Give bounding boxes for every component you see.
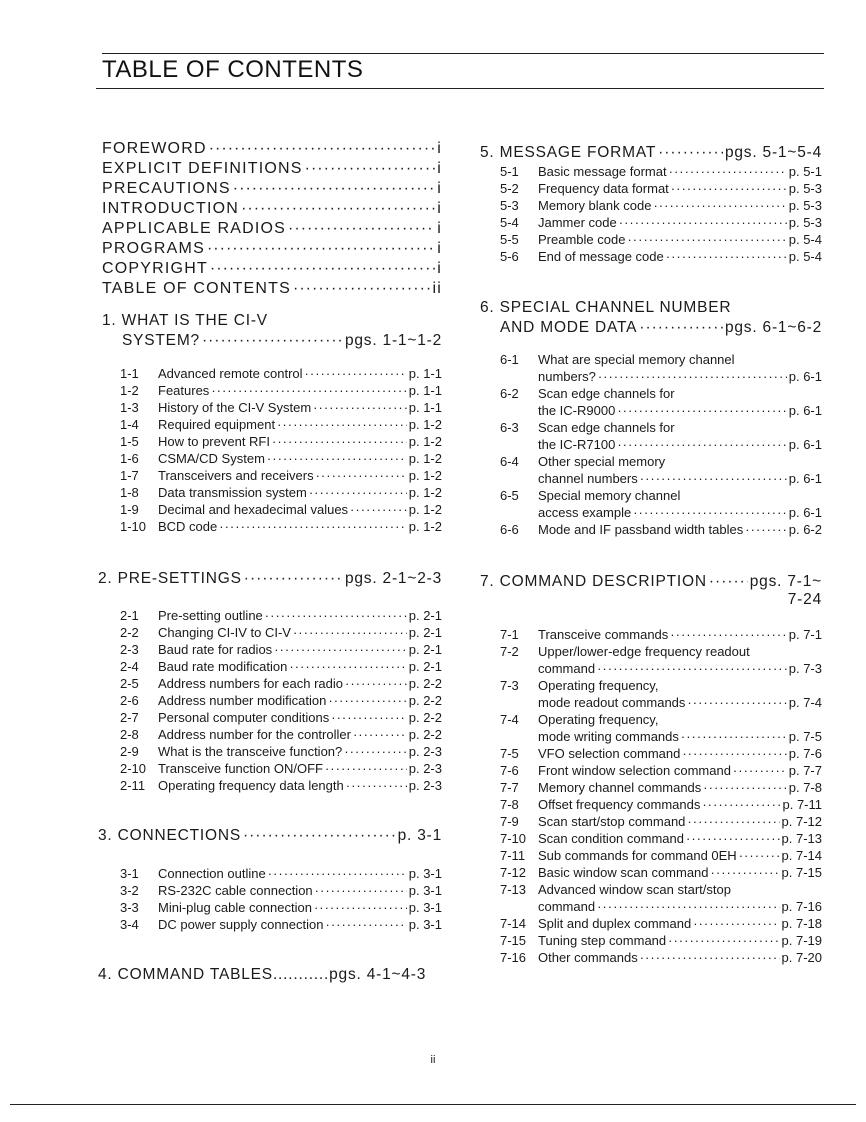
toc-item-1-3[interactable]: 1-3 History of the CI-V System ····· p. 1-1 <box>120 400 442 417</box>
toc-item-3-2[interactable]: 3-2 RS-232C cable connection ····· p. 3-1 <box>120 883 442 900</box>
toc-item-6-5-cont[interactable]: access example ····· p. 6-1 <box>500 505 822 522</box>
toc-item-7-14[interactable]: 7-14 Split and duplex command ····· p. 7-18 <box>500 916 822 933</box>
toc-item-6-1-cont[interactable]: numbers? ····· p. 6-1 <box>500 369 822 386</box>
toc-entry-copyright[interactable]: COPYRIGHT ····· i <box>102 260 442 280</box>
toc-entry-applicable-radios[interactable]: APPLICABLE RADIOS ····· i <box>102 220 442 240</box>
section-6 <box>480 299 822 337</box>
toc-item-7-2[interactable]: 7-2 Upper/lower-edge frequency readout <box>500 644 750 659</box>
toc-entry-precautions[interactable]: PRECAUTIONS ····· i <box>102 180 442 200</box>
toc-item-7-13[interactable]: 7-13 Advanced window scan start/stop <box>500 882 731 897</box>
toc-item-7-16[interactable]: 7-16 Other commands ····· p. 7-20 <box>500 950 822 967</box>
toc-item-7-13-cont[interactable]: command ····· p. 7-16 <box>500 899 822 916</box>
toc-item-5-2[interactable]: 5-2 Frequency data format ····· p. 5-3 <box>500 181 822 198</box>
section-3-title[interactable]: 3. CONNECTIONS ····· p. 3-1 <box>98 827 442 845</box>
section-4-title[interactable]: 4. COMMAND TABLES ........... pgs. 4-1~4-3 <box>98 966 427 983</box>
toc-item-6-1[interactable]: 6-1 What are special memory channel <box>500 352 735 367</box>
toc-entry-introduction[interactable]: INTRODUCTION ····· i <box>102 200 442 220</box>
toc-item-2-9[interactable]: 2-9 What is the transceive function? ····· p. 2-3 <box>120 744 442 761</box>
section-6-title-cont[interactable]: AND MODE DATA ····· pgs. 6-1~6-2 <box>480 319 822 337</box>
toc-item-7-11[interactable]: 7-11 Sub commands for command 0EH ····· p. 7-14 <box>500 848 822 865</box>
toc-item-2-1[interactable]: 2-1 Pre-setting outline ····· p. 2-1 <box>120 608 442 625</box>
section-1-title-cont[interactable]: SYSTEM? ····· pgs. 1-1~1-2 <box>102 332 442 350</box>
section-5-items <box>500 164 822 266</box>
toc-item-6-4-cont[interactable]: channel numbers ····· p. 6-1 <box>500 471 822 488</box>
toc-item-7-10[interactable]: 7-10 Scan condition command ····· p. 7-13 <box>500 831 822 848</box>
toc-item-7-5[interactable]: 7-5 VFO selection command ····· p. 7-6 <box>500 746 822 763</box>
toc-item-2-6[interactable]: 2-6 Address number modification ····· p. 2-2 <box>120 693 442 710</box>
toc-item-7-1[interactable]: 7-1 Transceive commands ····· p. 7-1 <box>500 627 822 644</box>
section-5-title[interactable]: 5. MESSAGE FORMAT ····· pgs. 5-1~5-4 <box>480 144 822 162</box>
section-6-items <box>500 352 822 539</box>
section-7-title[interactable]: 7. COMMAND DESCRIPTION ····· pgs. 7-1~ <box>480 573 822 591</box>
title-underline <box>96 88 824 89</box>
toc-entry-explicit-definitions[interactable]: EXPLICIT DEFINITIONS ····· i <box>102 160 442 180</box>
toc-item-5-4[interactable]: 5-4 Jammer code ····· p. 5-3 <box>500 215 822 232</box>
toc-item-3-3[interactable]: 3-3 Mini-plug cable connection ····· p. 3-1 <box>120 900 442 917</box>
toc-item-2-10[interactable]: 2-10 Transceive function ON/OFF ····· p. 2-3 <box>120 761 442 778</box>
toc-item-5-3[interactable]: 5-3 Memory blank code ····· p. 5-3 <box>500 198 822 215</box>
toc-item-7-3-cont[interactable]: mode readout commands ····· p. 7-4 <box>500 695 822 712</box>
section-2-title[interactable]: 2. PRE-SETTINGS ····· pgs. 2-1~2-3 <box>98 570 442 588</box>
toc-item-6-4[interactable]: 6-4 Other special memory <box>500 454 666 469</box>
toc-item-3-1[interactable]: 3-1 Connection outline ····· p. 3-1 <box>120 866 442 883</box>
toc-item-7-15[interactable]: 7-15 Tuning step command ····· p. 7-19 <box>500 933 822 950</box>
section-1 <box>102 312 442 350</box>
toc-item-6-2[interactable]: 6-2 Scan edge channels for <box>500 386 675 401</box>
toc-item-7-4-cont[interactable]: mode writing commands ····· p. 7-5 <box>500 729 822 746</box>
section-7-pages-cont: 7-24 <box>787 591 822 608</box>
toc-item-1-5[interactable]: 1-5 How to prevent RFI ····· p. 1-2 <box>120 434 442 451</box>
toc-item-1-1[interactable]: 1-1 Advanced remote control ····· p. 1-1 <box>120 366 442 383</box>
toc-item-7-8[interactable]: 7-8 Offset frequency commands ····· p. 7-11 <box>500 797 822 814</box>
section-2 <box>98 570 442 588</box>
toc-item-1-8[interactable]: 1-8 Data transmission system ····· p. 1-2 <box>120 485 442 502</box>
toc-item-2-2[interactable]: 2-2 Changing CI-IV to CI-V ····· p. 2-1 <box>120 625 442 642</box>
page-number: ii <box>430 1054 436 1066</box>
section-6-title[interactable]: 6. SPECIAL CHANNEL NUMBER <box>480 299 732 316</box>
toc-item-2-3[interactable]: 2-3 Baud rate for radios ····· p. 2-1 <box>120 642 442 659</box>
toc-entry-table-of-contents[interactable]: TABLE OF CONTENTS ····· ii <box>102 280 442 300</box>
toc-item-2-11[interactable]: 2-11 Operating frequency data length ····· p. 2-3 <box>120 778 442 795</box>
section-1-title[interactable]: 1. WHAT IS THE CI-V <box>102 312 268 329</box>
toc-item-6-3-cont[interactable]: the IC-R7100 ····· p. 6-1 <box>500 437 822 454</box>
toc-item-7-3[interactable]: 7-3 Operating frequency, <box>500 678 659 693</box>
toc-item-2-5[interactable]: 2-5 Address numbers for each radio ····· p. 2-2 <box>120 676 442 693</box>
page-title: TABLE OF CONTENTS <box>102 56 364 83</box>
toc-item-7-12[interactable]: 7-12 Basic window scan command ····· p. 7-15 <box>500 865 822 882</box>
toc-item-1-6[interactable]: 1-6 CSMA/CD System ····· p. 1-2 <box>120 451 442 468</box>
toc-item-2-8[interactable]: 2-8 Address number for the controller ····· p. 2-2 <box>120 727 442 744</box>
toc-item-1-10[interactable]: 1-10 BCD code ····· p. 1-2 <box>120 519 442 536</box>
toc-item-1-7[interactable]: 1-7 Transceivers and receivers ····· p. 1-2 <box>120 468 442 485</box>
top-rule <box>102 53 824 54</box>
toc-item-2-7[interactable]: 2-7 Personal computer conditions ····· p. 2-2 <box>120 710 442 727</box>
toc-item-3-4[interactable]: 3-4 DC power supply connection ····· p. 3-1 <box>120 917 442 934</box>
section-7 <box>480 573 822 609</box>
section-3 <box>98 827 442 845</box>
toc-item-5-5[interactable]: 5-5 Preamble code ····· p. 5-4 <box>500 232 822 249</box>
left-column <box>102 140 442 300</box>
toc-item-7-6[interactable]: 7-6 Front window selection command ····· p. 7-7 <box>500 763 822 780</box>
toc-item-7-9[interactable]: 7-9 Scan start/stop command ····· p. 7-12 <box>500 814 822 831</box>
section-5 <box>480 144 822 162</box>
toc-item-6-3[interactable]: 6-3 Scan edge channels for <box>500 420 675 435</box>
toc-item-7-7[interactable]: 7-7 Memory channel commands ····· p. 7-8 <box>500 780 822 797</box>
toc-entry-foreword[interactable]: FOREWORD ····· i <box>102 140 442 160</box>
toc-item-7-4[interactable]: 7-4 Operating frequency, <box>500 712 659 727</box>
toc-entry-programs[interactable]: PROGRAMS ····· i <box>102 240 442 260</box>
toc-item-1-4[interactable]: 1-4 Required equipment ····· p. 1-2 <box>120 417 442 434</box>
bottom-rule <box>10 1104 856 1105</box>
toc-item-6-2-cont[interactable]: the IC-R9000 ····· p. 6-1 <box>500 403 822 420</box>
toc-item-2-4[interactable]: 2-4 Baud rate modification ····· p. 2-1 <box>120 659 442 676</box>
section-2-items <box>120 608 442 795</box>
toc-item-5-1[interactable]: 5-1 Basic message format ····· p. 5-1 <box>500 164 822 181</box>
toc-item-5-6[interactable]: 5-6 End of message code ····· p. 5-4 <box>500 249 822 266</box>
section-7-items <box>500 627 822 967</box>
toc-item-6-5[interactable]: 6-5 Special memory channel <box>500 488 681 503</box>
toc-item-1-9[interactable]: 1-9 Decimal and hexadecimal values ····· p. 1-2 <box>120 502 442 519</box>
front-matter-list <box>102 140 442 300</box>
toc-item-6-6[interactable]: 6-6 Mode and IF passband width tables ····· p. 6-2 <box>500 522 822 539</box>
toc-item-7-2-cont[interactable]: command ····· p. 7-3 <box>500 661 822 678</box>
section-3-items <box>120 866 442 934</box>
section-1-items <box>120 366 442 536</box>
toc-item-1-2[interactable]: 1-2 Features ····· p. 1-1 <box>120 383 442 400</box>
section-4 <box>98 966 442 984</box>
